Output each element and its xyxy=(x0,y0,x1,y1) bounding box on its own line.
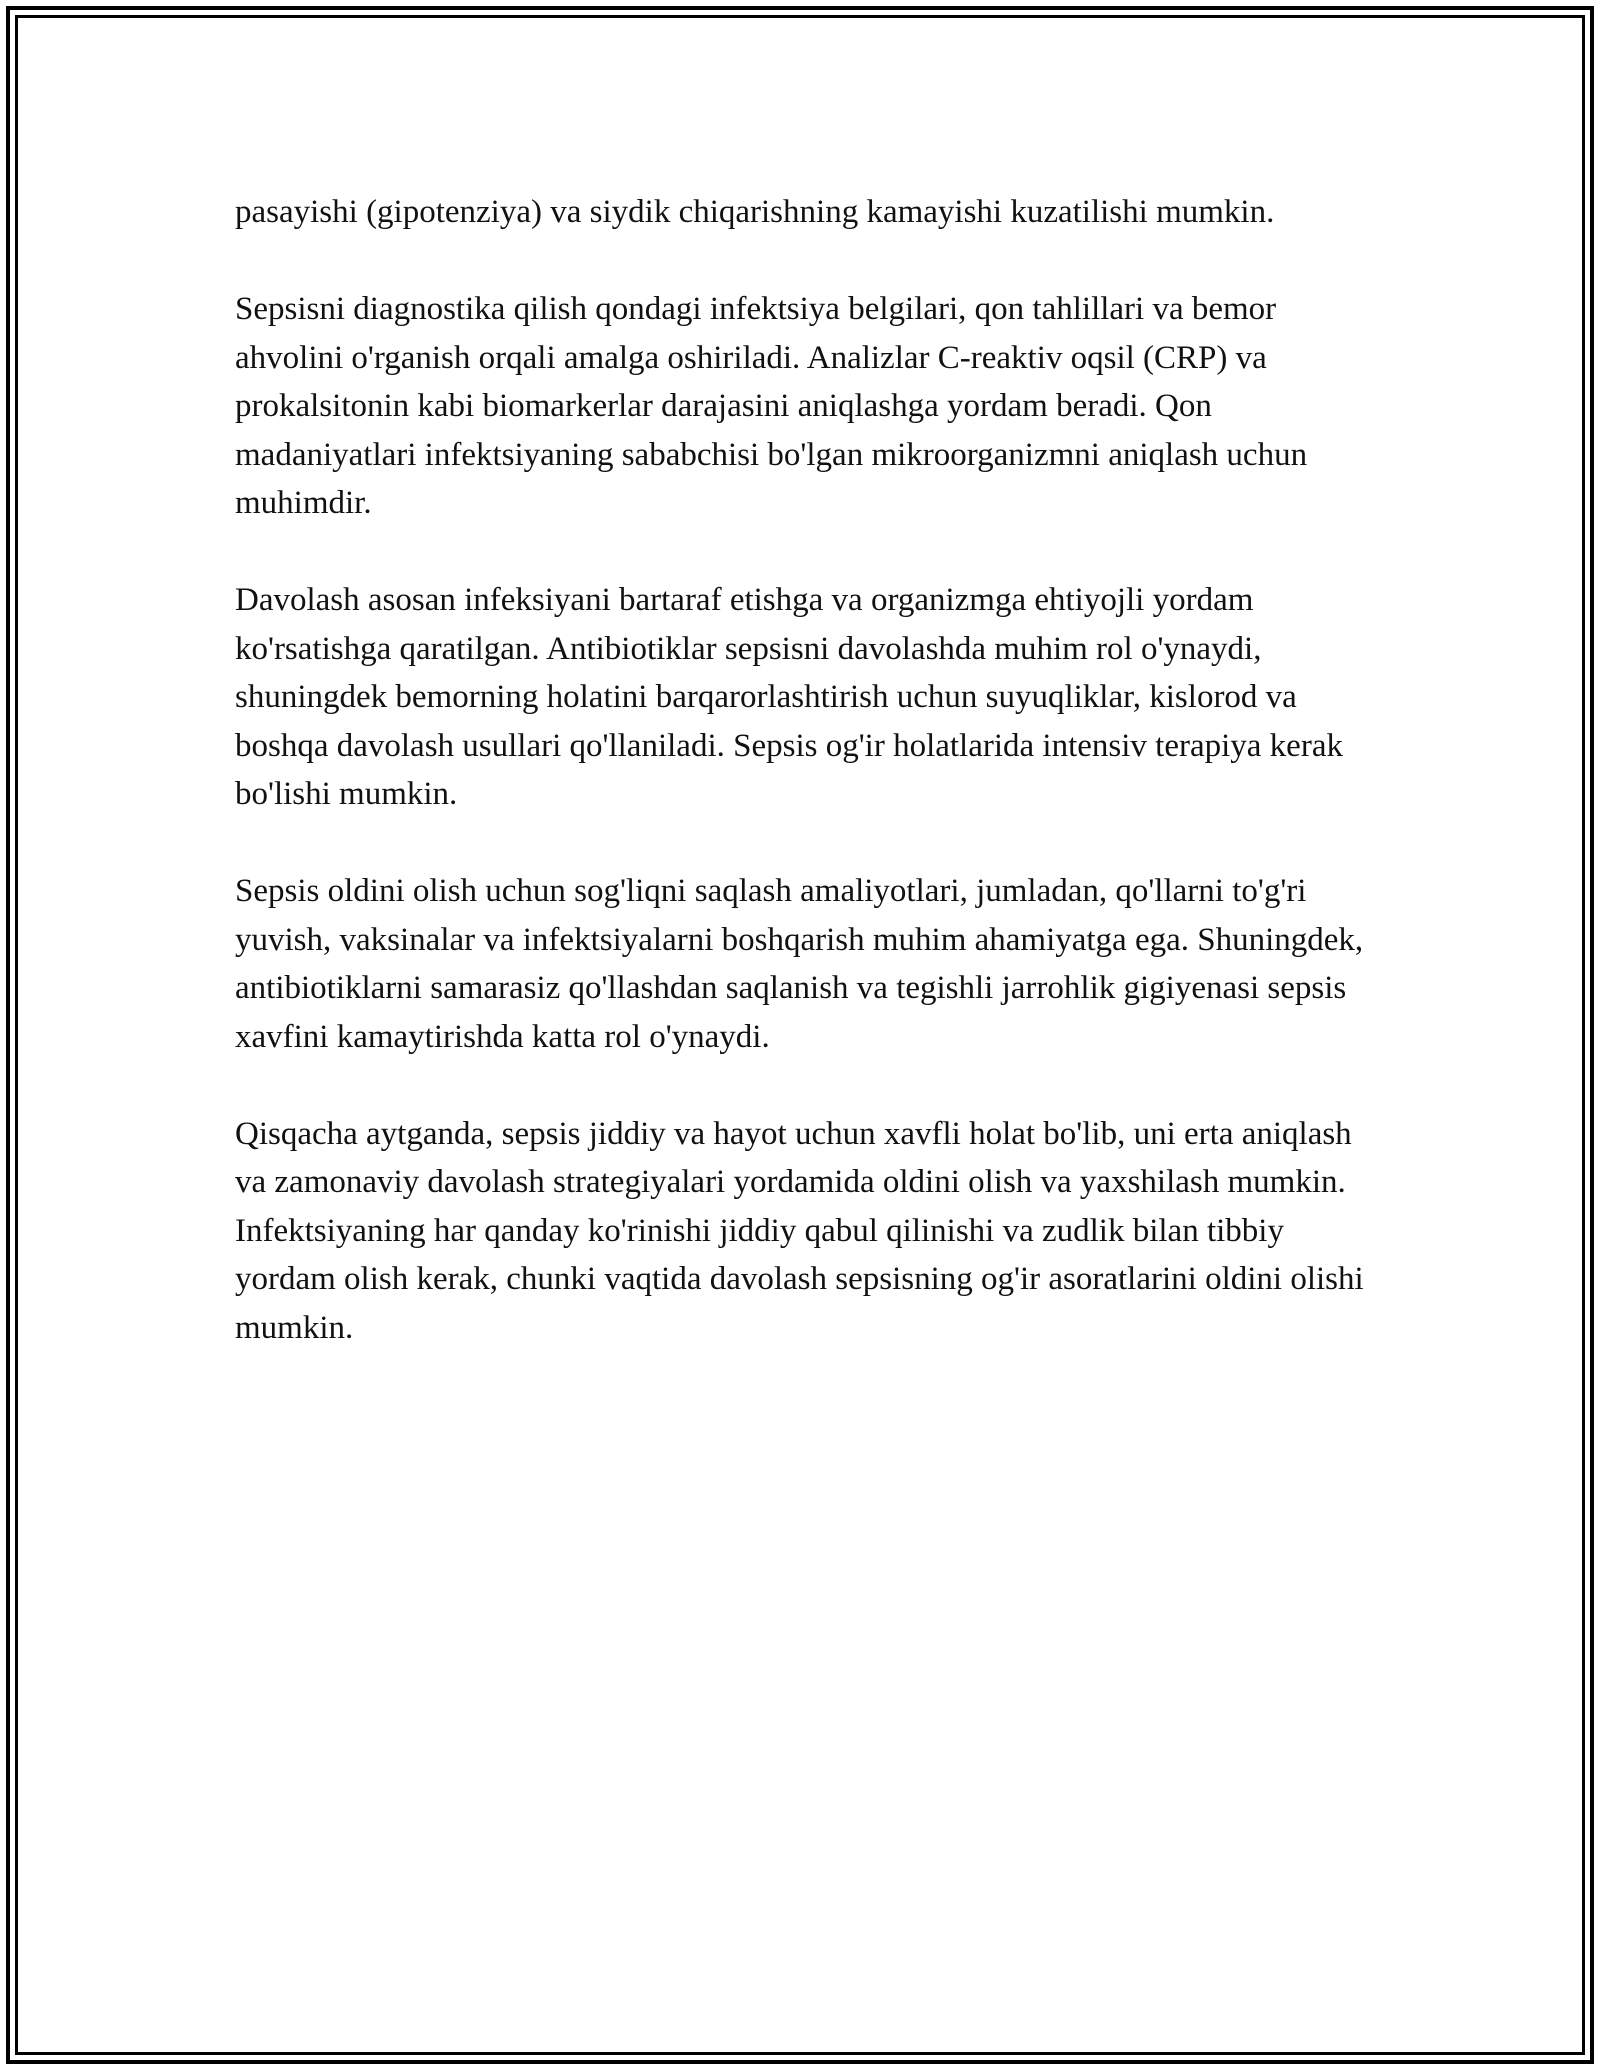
document-body xyxy=(235,188,1365,1401)
paragraph-prevention: Sepsis oldini olish uchun sog'liqni saqlash amaliyotlari, jumladan, qo'llarni to'g'ri yuvish, vaksinalar va infektsiyalarni boshqarish muhim ahamiyatga ega. Shuningdek, antibiotiklarni samarasiz qo'llashdan saqlanish va tegishli jarrohlik gigiyenasi sepsis xavfini kamaytirishda katta rol o'ynaydi. xyxy=(235,873,1364,1055)
paragraph-diagnosis: Sepsisni diagnostika qilish qondagi infektsiya belgilari, qon tahlillari va bemor ahvolini o'rganish orqali amalga oshiriladi. Analizlar C-reaktiv oqsil (CRP) va prokalsitonin kabi biomarkerlar darajasini aniqlashga yordam beradi. Qon madaniyatlari infektsiyaning sababchisi bo'lgan mikroorganizmni aniqlash uchun muhimdir. xyxy=(235,291,1308,521)
paragraph-summary: Qisqacha aytganda, sepsis jiddiy va hayot uchun xavfli holat bo'lib, uni erta aniqlash va zamonaviy davolash strategiyalari yordamida oldini olish va yaxshilash mumkin. Infektsiyaning har qanday ko'rinishi jiddiy qabul qilinishi va zudlik bilan tibbiy yordam olish kerak, chunki vaqtida davolash sepsisning og'ir asoratlarini oldini olishi mumkin. xyxy=(235,1115,1364,1346)
paragraph-continuation: pasayishi (gipotenziya) va siydik chiqarishning kamayishi kuzatilishi mumkin. xyxy=(235,194,1275,230)
paragraph-treatment: Davolash asosan infeksiyani bartaraf etishga va organizmga ehtiyojli yordam ko'rsatishga qaratilgan. Antibiotiklar sepsisni davolashda muhim rol o'ynaydi, shuningdek bemorning holatini barqarorlashtirish uchun suyuqliklar, kislorod va boshqa davolash usullari qo'llaniladi. Sepsis og'ir holatlarida intensiv terapiya kerak bo'lishi mumkin. xyxy=(235,582,1343,812)
